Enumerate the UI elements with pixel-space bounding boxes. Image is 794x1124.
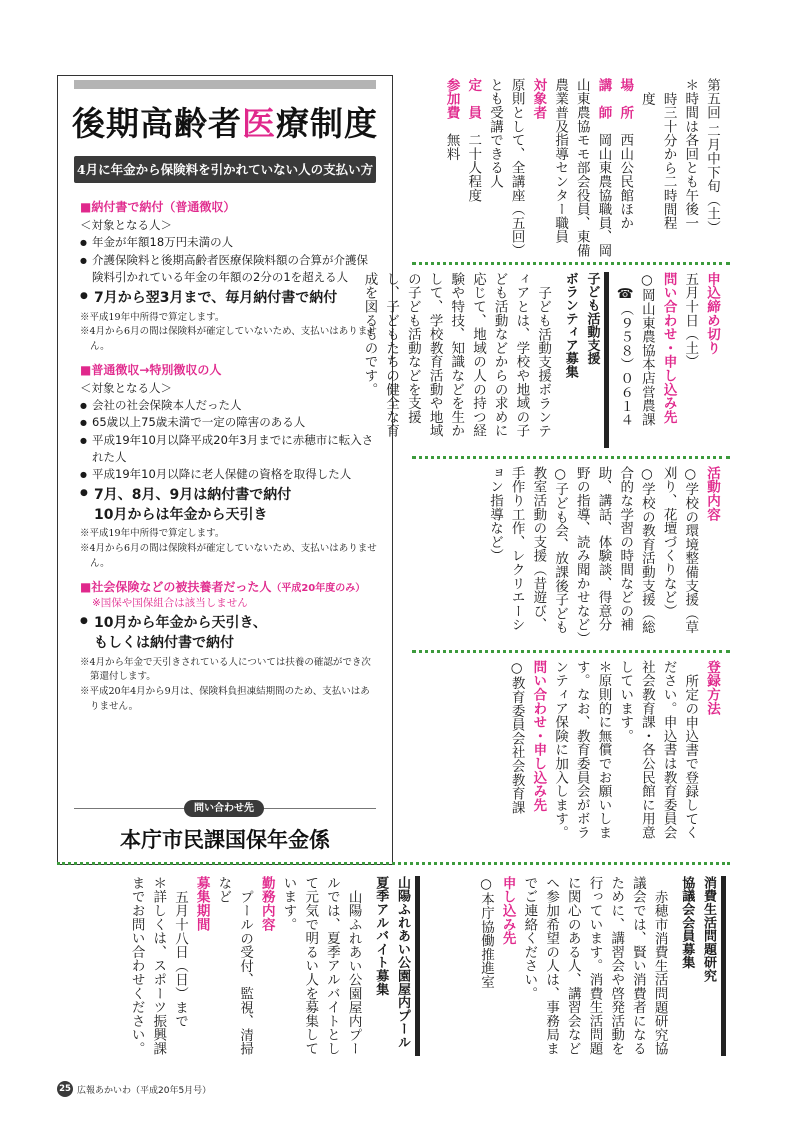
schedule-note: ＊時間は各回とも午後一 [682, 78, 699, 230]
place-label: 場 所 [617, 78, 634, 120]
inquiry-name: 本庁市民課国保年金係 [120, 828, 330, 852]
schedule-note: 度 [638, 91, 655, 106]
bullet-item: ● 65歳以上75歳未満で一定の障害のある人 [80, 414, 378, 431]
heading-line: ボランティア募集 [562, 272, 578, 379]
heading-line: 消費生活問題研究 [701, 876, 716, 983]
volunteer-intro: 子ども活動支援ボランティアとは、学校や地域の子ども活動などからの求めに応じて、地域の人の持つ経験や特技、知識などを生かして、学校教育活動や地域の子ども活動などを支援し、子どもたちの健全な育成を図るものです。 [361, 272, 552, 438]
page-footer [57, 1081, 211, 1097]
payment-method-line: 10月から年金から天引き、 [94, 615, 267, 632]
box-top-bar [74, 80, 376, 89]
box-subtitle: 4月に年金から保険料を引かれていない人の支払い方法 [74, 156, 376, 183]
inquiry-label: 問い合わせ先 [184, 800, 264, 817]
target-label: ＜対象となる人＞ [80, 218, 172, 232]
section-heading-small: （平成20年度のみ） [271, 582, 366, 594]
payment-method [80, 614, 378, 653]
bullet-item: ● 平成19年10月以降平成20年3月までに赤穂市に転入された人 [80, 432, 378, 467]
bullet-item: ● 会社の社会保険本人だった人 [80, 397, 378, 414]
box-title [58, 98, 392, 145]
bullet-item: ● 年金が年額18万円未満の人 [80, 234, 378, 251]
fee-value: 無料 [443, 133, 460, 161]
section-heading: ■納付書で納付（普通徴収） [80, 200, 236, 214]
content-item: ○学校の教育活動支援（総合的な学習の時間などの補助、講話、体験談、得意分野の指導、読み聞かせなど） [573, 466, 655, 646]
pool-parttime-section [118, 876, 424, 1056]
heading-line: 協議会会員募集 [679, 876, 695, 970]
capacity-row [462, 78, 484, 258]
content-item: ○子ども会、放課後子ども教室活動の支援（昔遊び、手作り工作、レクリエーション指導など） [486, 466, 569, 635]
heading-line: 子ども活動支援 [584, 272, 600, 366]
period-value: 五月十八日（日）まで [171, 889, 188, 1028]
payment-method: ● 7月から翌3月まで、毎月納付書で納付 [80, 289, 378, 309]
lecturer-value: 岡山東農協職員、岡山東農協モモ部会役員、東備農業普及指導センター職員 [552, 78, 612, 258]
inquiry-label: 問い合わせ・申し込み先 [660, 272, 677, 424]
note: ※平成19年中所得で算定します。 [80, 528, 225, 540]
payment-method-line: 7月、8月、9月は納付書で納付 [94, 487, 292, 504]
medical-system-box [57, 75, 393, 865]
consumer-heading [676, 876, 726, 1056]
separator [412, 650, 730, 653]
duty-value: プールの受付、監視、清掃など [215, 876, 254, 1056]
volunteer-heading [559, 272, 609, 448]
title-part: 後期高齢者 [72, 104, 242, 143]
inquiry-value: ○教育委員会社会教育課 [508, 660, 525, 815]
schedule-note: 時三十分から二時間程 [660, 91, 677, 230]
capacity-value: 二十人程度 [465, 133, 482, 203]
section-heading: ■普通徴収→特別徴収の人 [80, 362, 222, 377]
apply-label: 申し込み先 [499, 876, 516, 945]
phone-number: ☎（９５８）０６１４ [617, 285, 634, 426]
lecturer-label: 講 師 [595, 78, 612, 120]
box-content [80, 192, 378, 714]
lecturer-row [548, 78, 613, 258]
heading-line: 山陽ふれあい公園屋内プール [395, 876, 410, 1049]
heading-line: 夏季アルバイト募集 [373, 876, 389, 996]
page-number: 25 [57, 1081, 73, 1097]
title-part: 療制度 [276, 104, 378, 143]
bullet-item: ● 平成19年10月以降に老人保健の資格を取得した人 [80, 466, 378, 483]
target-value: 原則として、全講座（五回）とも受講できる人 [486, 78, 525, 258]
payment-method-line: もしくは納付書で納付 [94, 634, 234, 651]
note: ※平成19年中所得で算定します。 [80, 311, 225, 323]
note: ※4月から6月の間は保険料が確定していないため、支払いはありません。 [80, 543, 377, 569]
inquiry-label: 問い合わせ・申し込み先 [530, 660, 547, 812]
title-accent: 医 [242, 104, 276, 143]
volunteer-section-1 [361, 272, 722, 448]
duty-label: 勤務内容 [258, 876, 275, 932]
deadline-label: 申込締め切り [704, 272, 720, 355]
inquiry-value: ○岡山東農協本店営農課 [638, 272, 655, 427]
volunteer-section-2 [402, 466, 722, 646]
place-row [613, 78, 635, 258]
section-heading [80, 578, 378, 596]
bullet-item: ● 介護保険料と後期高齢者医療保険料額の合算が介護保険料引かれている年金の年額の2分の1を超える人 [80, 252, 378, 287]
payment-method-line: 10月からは年金から天引き [94, 506, 268, 523]
consumer-council-section [436, 876, 730, 1056]
capacity-label: 定 員 [465, 78, 482, 120]
deadline-value: 五月十日（土） [682, 272, 699, 369]
registration-label: 登録方法 [704, 660, 720, 716]
separator [412, 262, 730, 265]
fee-row [440, 78, 462, 258]
section-heading-main: ■社会保険などの被扶養者だった人 [80, 579, 272, 594]
pool-heading [370, 876, 420, 1056]
separator [412, 456, 730, 459]
target-label: 対象者 [530, 78, 547, 120]
pool-body: 山陽ふれあい公園屋内プールでは、夏季アルバイトとして元気で明るい人を募集しています。 [280, 876, 362, 1056]
registration-value: 所定の申込書で登録してください。申込書は教育委員会社会教育課・各公民館に用意しています。 [617, 660, 699, 840]
volunteer-note: ＊原則的に無償でお願いします。なお、教育委員会がボランティア保険に加入します。 [552, 660, 612, 840]
schedule-line: 第五回 二月中下旬（土） [704, 78, 720, 235]
fee-label: 参加費 [443, 78, 460, 120]
section-subnote: ※国保や国保組合は該当しません [92, 596, 248, 609]
seminar-details [402, 78, 722, 258]
payment-method [80, 486, 378, 525]
separator [57, 862, 730, 865]
content-item: ○学校の環境整備支援（草刈り、花壇づくりなど） [660, 466, 699, 635]
period-label: 募集期間 [193, 876, 210, 932]
content-label: 活動内容 [704, 466, 720, 522]
place-value: 西山公民館ほか [617, 133, 634, 230]
target-label: ＜対象となる人＞ [80, 380, 172, 395]
consumer-body: 赤穂市消費生活問題研究協議会では、賢い消費者になるために、講習会や啓発活動を行っています。消費生活問題に関心のある人、講習会などへ参加希望の人は、事務局までご連絡ください。 [521, 876, 668, 1056]
apply-value: ○本庁協働推進室 [477, 876, 494, 989]
volunteer-section-3 [402, 660, 722, 846]
note: ※平成20年4月から9月は、保険料負担凍結期間のため、支払いはありません。 [80, 685, 370, 712]
note: ※4月から6月の間は保険料が確定していないため、支払いはありません。 [80, 326, 377, 353]
note: ※4月から年金で天引きされている人については扶養の確認ができ次第還付します。 [80, 656, 371, 683]
pool-note: ＊詳しくは、スポーツ振興課までお問い合わせください。 [128, 876, 167, 1056]
publication-name: 広報あかいわ（平成20年5月号） [77, 1085, 212, 1096]
